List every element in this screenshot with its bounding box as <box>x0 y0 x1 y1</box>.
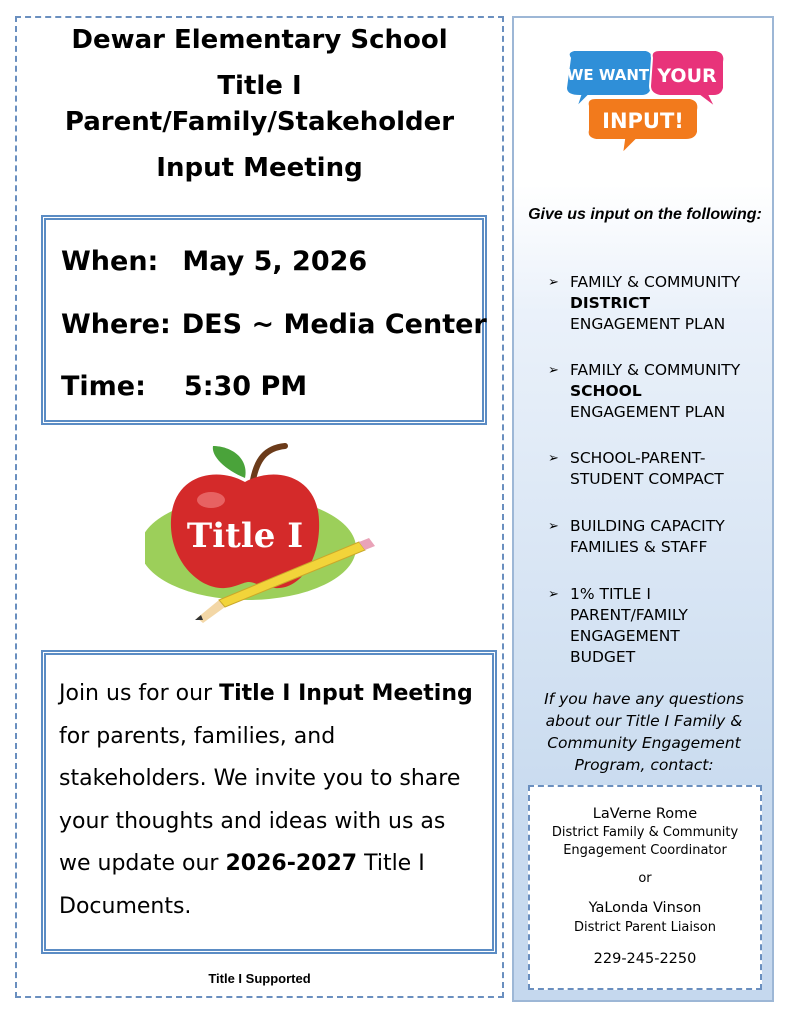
when-label: When: <box>61 246 159 277</box>
leaf-icon <box>213 446 246 478</box>
arrow-bullet-icon: ➢ <box>548 519 559 534</box>
time-value: 5:30 PM <box>183 371 308 402</box>
contact-box <box>528 785 762 990</box>
we-want-your-input-banner <box>560 48 730 158</box>
topic-item: ➢ FAMILY & COMMUNITY SCHOOL ENGAGEMENT PLAN <box>548 361 741 421</box>
contact-or: or <box>638 871 652 886</box>
invitation-text-3: Title I Documents. <box>59 851 425 919</box>
invitation-text-1: Join us for our <box>59 681 220 706</box>
when-value: May 5, 2026 <box>182 246 368 277</box>
meeting-details-box <box>41 215 487 425</box>
invitation-bold-meeting: Title I Input Meeting <box>219 681 473 706</box>
arrow-bullet-icon: ➢ <box>548 587 559 602</box>
banner-line-2: YOUR <box>657 65 717 87</box>
topic-item: ➢ 1% TITLE I PARENT/FAMILY ENGAGEMENT BUDGET <box>548 585 688 666</box>
contact-name-2: YaLonda Vinson <box>588 900 702 916</box>
contact-phone: 229-245-2250 <box>593 951 697 967</box>
time-row <box>61 371 307 402</box>
where-value: DES ~ Media Center <box>181 309 487 340</box>
event-title: Input Meeting <box>156 153 363 183</box>
invitation-bold-years: 2026-2027 <box>225 851 358 876</box>
school-name: Dewar Elementary School <box>71 25 448 55</box>
arrow-bullet-icon: ➢ <box>548 275 559 290</box>
time-label: Time: <box>61 371 146 402</box>
banner-line-3: INPUT! <box>602 109 684 133</box>
questions-text: If you have any questions about our Title I Family & Community Engagement Program, contact: <box>544 690 744 774</box>
audience-title: Parent/Family/Stakeholder <box>64 107 455 137</box>
arrow-bullet-icon: ➢ <box>548 451 559 466</box>
apple-label: Title I <box>186 516 304 556</box>
invitation-box <box>41 650 497 954</box>
contact-role-1b: Engagement Coordinator <box>563 843 727 858</box>
contact-name-1: LaVerne Rome <box>592 806 698 822</box>
arrow-bullet-icon: ➢ <box>548 363 559 378</box>
topic-item: ➢ FAMILY & COMMUNITY DISTRICT ENGAGEMENT PLAN <box>548 273 741 333</box>
when-row <box>61 246 367 277</box>
invitation-text-2: for parents, families, and stakeholders. We invite you to share your thoughts and ideas with us as we update our <box>59 723 461 876</box>
contact-role-1a: District Family & Community <box>551 825 739 840</box>
where-row <box>61 309 487 340</box>
contact-role-2: District Parent Liaison <box>574 920 716 935</box>
program-title: Title I <box>217 71 302 101</box>
apple-title-i-graphic <box>145 440 380 625</box>
input-heading: Give us input on the following: <box>528 206 762 223</box>
where-label: Where: <box>61 309 171 340</box>
topic-item: ➢ SCHOOL-PARENT-STUDENT COMPACT <box>548 449 724 488</box>
banner-line-1: WE WANT <box>566 66 650 84</box>
topic-item: ➢ BUILDING CAPACITY FAMILIES & STAFF <box>548 517 725 556</box>
title-i-supported-note: Title I Supported <box>208 971 311 986</box>
